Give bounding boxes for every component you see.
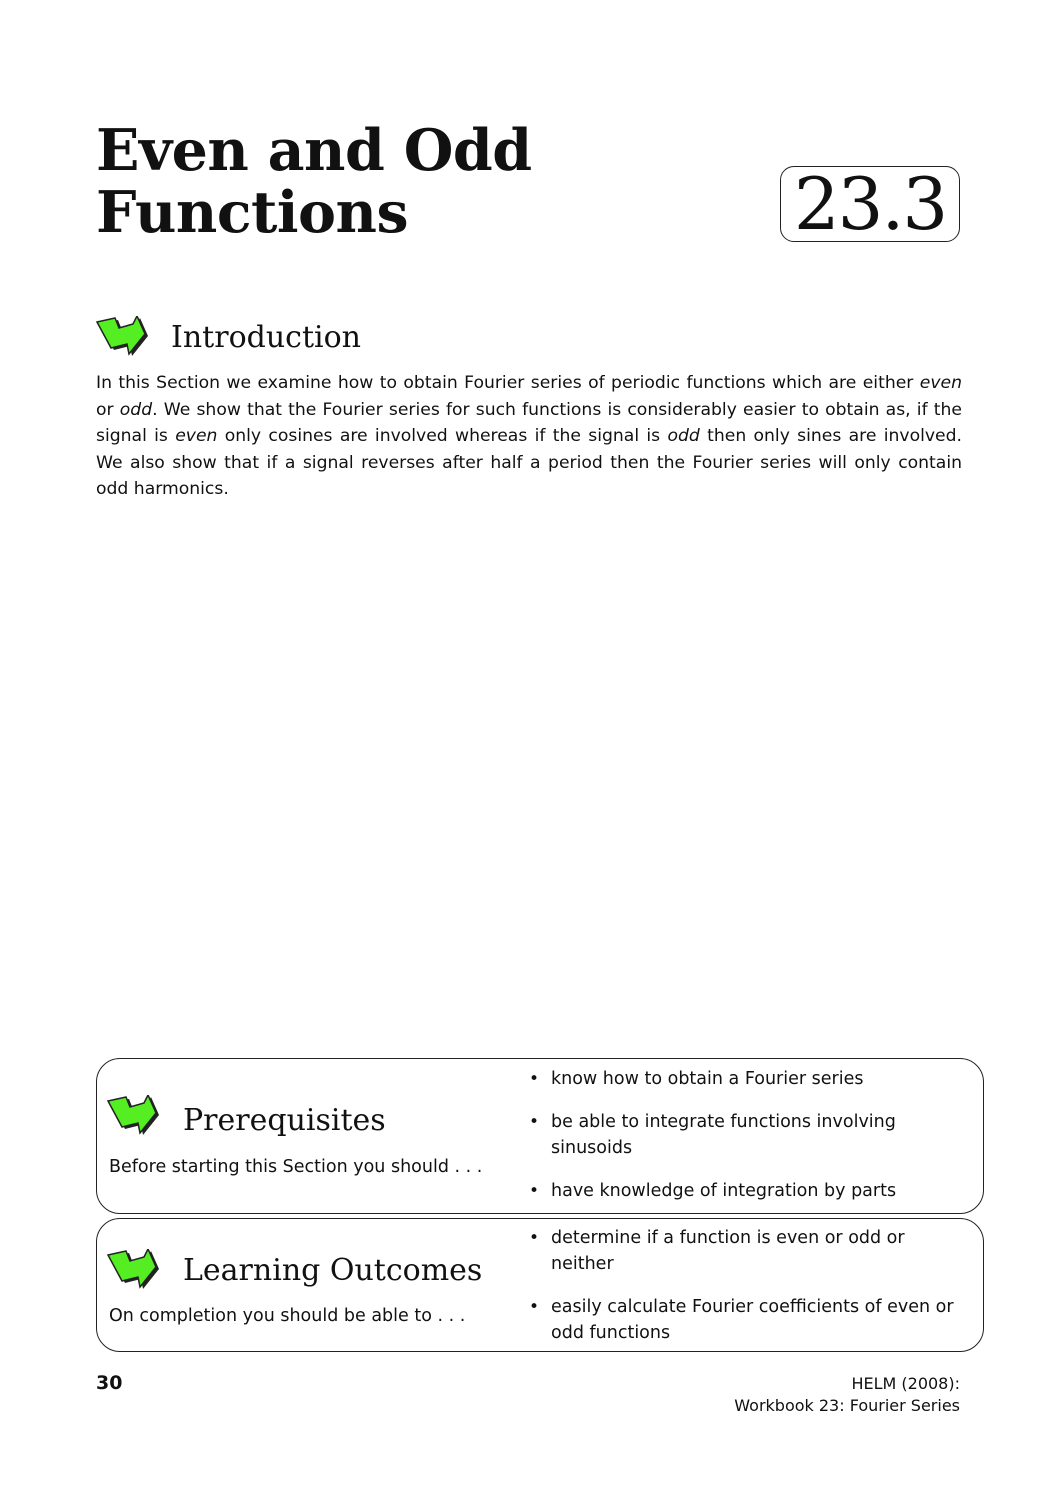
prerequisites-box [96, 1058, 984, 1214]
list-item: • know how to obtain a Fourier series [529, 1066, 969, 1092]
learning-outcomes-lead: On completion you should be able to . . . [109, 1306, 466, 1326]
list-item: • have knowledge of integration by parts [529, 1178, 969, 1204]
footer-source [734, 1373, 960, 1417]
learning-outcomes-heading: Learning Outcomes [183, 1253, 483, 1288]
introduction-text: In this Section we examine how to obtain Fourier series of periodic functions which are either even or odd. We show that the Fourier series for such functions is considerably easier to obtain as, if the signal is even only cosines are involved whereas if the signal is odd then only sines are involved. We also show that if a signal reverses after half a period then the Fourier series will only contain odd harmonics. [96, 373, 963, 499]
list-item: • easily calculate Fourier coefficients of even or odd functions [529, 1294, 969, 1346]
title-line-2: Functions [96, 179, 409, 246]
learning-outcomes-box [96, 1218, 984, 1352]
page-number: 30 [96, 1372, 123, 1394]
green-arrow-icon [107, 1249, 161, 1293]
list-item: • determine if a function is even or odd or neither [529, 1225, 969, 1277]
page-title [96, 117, 532, 246]
prerequisites-heading: Prerequisites [183, 1103, 386, 1138]
footer-source-line-2: Workbook 23: Fourier Series [734, 1396, 960, 1415]
title-line-1: Even and Odd [96, 117, 532, 184]
green-arrow-icon [96, 316, 150, 360]
introduction-heading: Introduction [171, 320, 361, 355]
list-item: • be able to integrate functions involving sinusoids [529, 1109, 969, 1161]
footer-source-line-1: HELM (2008): [851, 1374, 960, 1393]
prerequisites-list [529, 1066, 969, 1204]
green-arrow-icon [107, 1095, 161, 1139]
section-number-badge: 23.3 [780, 166, 960, 242]
prerequisites-lead: Before starting this Section you should . . . [109, 1157, 483, 1177]
learning-outcomes-list [529, 1225, 969, 1346]
